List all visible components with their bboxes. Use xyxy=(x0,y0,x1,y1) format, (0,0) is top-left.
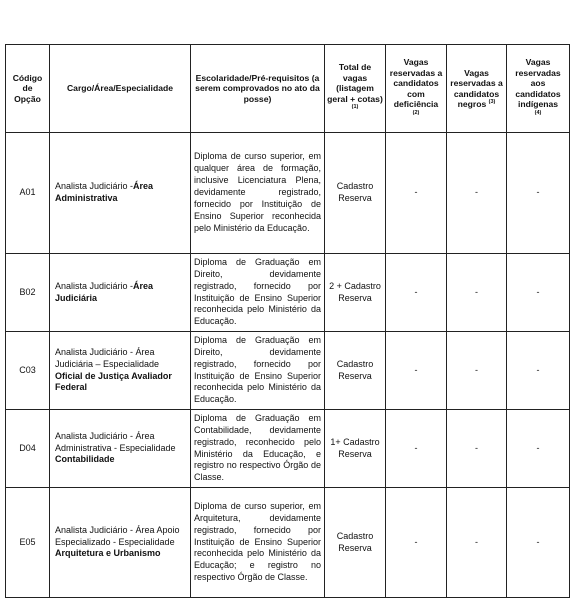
total-vagas-cell: 1+ Cadastro Reserva xyxy=(325,410,386,488)
option-code: A01 xyxy=(6,133,50,254)
table-row xyxy=(6,133,570,254)
cargo-cell: Analista Judiciário -Área Judiciária xyxy=(50,254,191,332)
option-code: E05 xyxy=(6,488,50,598)
header-vagas-deficiencia: Vagas reservadas a candidatos com deficiência $^{(2)}$ xyxy=(386,45,447,133)
escolaridade-cell: Diploma de Graduação em Contabilidade, devidamente registrado, reconhecido pelo Ministério da Educação, e registro no respectivo Órgão de Classe. xyxy=(191,410,325,488)
cargo-cell: Analista Judiciário - Área Judiciária – Especialidade Oficial de Justiça Avaliador Federal xyxy=(50,332,191,410)
vagas-indigenas-cell: - xyxy=(507,133,570,254)
header-total-vagas: Total de vagas (listagem geral + cotas) $^{(1)}$ xyxy=(325,45,386,133)
vagas-deficiencia-cell: - xyxy=(386,410,447,488)
total-vagas-cell: Cadastro Reserva xyxy=(325,488,386,598)
vagas-deficiencia-cell: - xyxy=(386,332,447,410)
vagas-negros-cell: - xyxy=(447,488,507,598)
total-vagas-cell: Cadastro Reserva xyxy=(325,332,386,410)
vagas-negros-cell: - xyxy=(447,410,507,488)
cargo-cell: Analista Judiciário -Área Administrativa xyxy=(50,133,191,254)
escolaridade-cell: Diploma de Graduação em Direito, devidamente registrado, fornecido por Instituição de Ensino Superior reconhecida pelo Ministério da Educação. xyxy=(191,332,325,410)
vagas-indigenas-cell: - xyxy=(507,410,570,488)
cargo-cell: Analista Judiciário - Área Apoio Especializado - Especialidade Arquitetura e Urbanismo xyxy=(50,488,191,598)
vagas-deficiencia-cell: - xyxy=(386,133,447,254)
escolaridade-cell: Diploma de Graduação em Direito, devidamente registrado, fornecido por Instituição de Ensino Superior reconhecida pelo Ministério da Educação. xyxy=(191,254,325,332)
escolaridade-cell: Diploma de curso superior, em Arquitetura, devidamente registrado, fornecido por Instituição de Ensino Superior reconhecida pelo Ministério da Educação; e registro no respectivo Órgão de Classe. xyxy=(191,488,325,598)
header-vagas-indigenas: Vagas reservadas aos candidatos indígenas $^{(4)}$ xyxy=(507,45,570,133)
vagas-indigenas-cell: - xyxy=(507,332,570,410)
cargo-cell: Analista Judiciário - Área Administrativa - Especialidade Contabilidade xyxy=(50,410,191,488)
vagas-deficiencia-cell: - xyxy=(386,488,447,598)
option-code: C03 xyxy=(6,332,50,410)
vagas-negros-cell: - xyxy=(447,254,507,332)
total-vagas-cell: Cadastro Reserva xyxy=(325,133,386,254)
table-header-row xyxy=(6,45,570,133)
vagas-negros-cell: - xyxy=(447,332,507,410)
option-code: B02 xyxy=(6,254,50,332)
vagas-deficiencia-cell: - xyxy=(386,254,447,332)
table-row xyxy=(6,410,570,488)
header-code: Código de Opção xyxy=(6,45,50,133)
header-cargo: Cargo/Área/Especialidade xyxy=(50,45,191,133)
vagas-indigenas-cell: - xyxy=(507,488,570,598)
header-vagas-negros: Vagas reservadas a candidatos negros $^{(3)}$ xyxy=(447,45,507,133)
header-escolaridade: Escolaridade/Pré-requisitos (a serem comprovados no ato da posse) xyxy=(191,45,325,133)
option-code: D04 xyxy=(6,410,50,488)
table-row xyxy=(6,488,570,598)
table-row xyxy=(6,254,570,332)
total-vagas-cell: 2 + Cadastro Reserva xyxy=(325,254,386,332)
vagas-indigenas-cell: - xyxy=(507,254,570,332)
escolaridade-cell: Diploma de curso superior, em qualquer área de formação, inclusive Licenciatura Plena, devidamente registrado, fornecido por Instituição de Ensino Superior reconhecida pelo Ministério da Educação. xyxy=(191,133,325,254)
vacancy-table xyxy=(5,44,570,598)
vagas-negros-cell: - xyxy=(447,133,507,254)
table-row xyxy=(6,332,570,410)
